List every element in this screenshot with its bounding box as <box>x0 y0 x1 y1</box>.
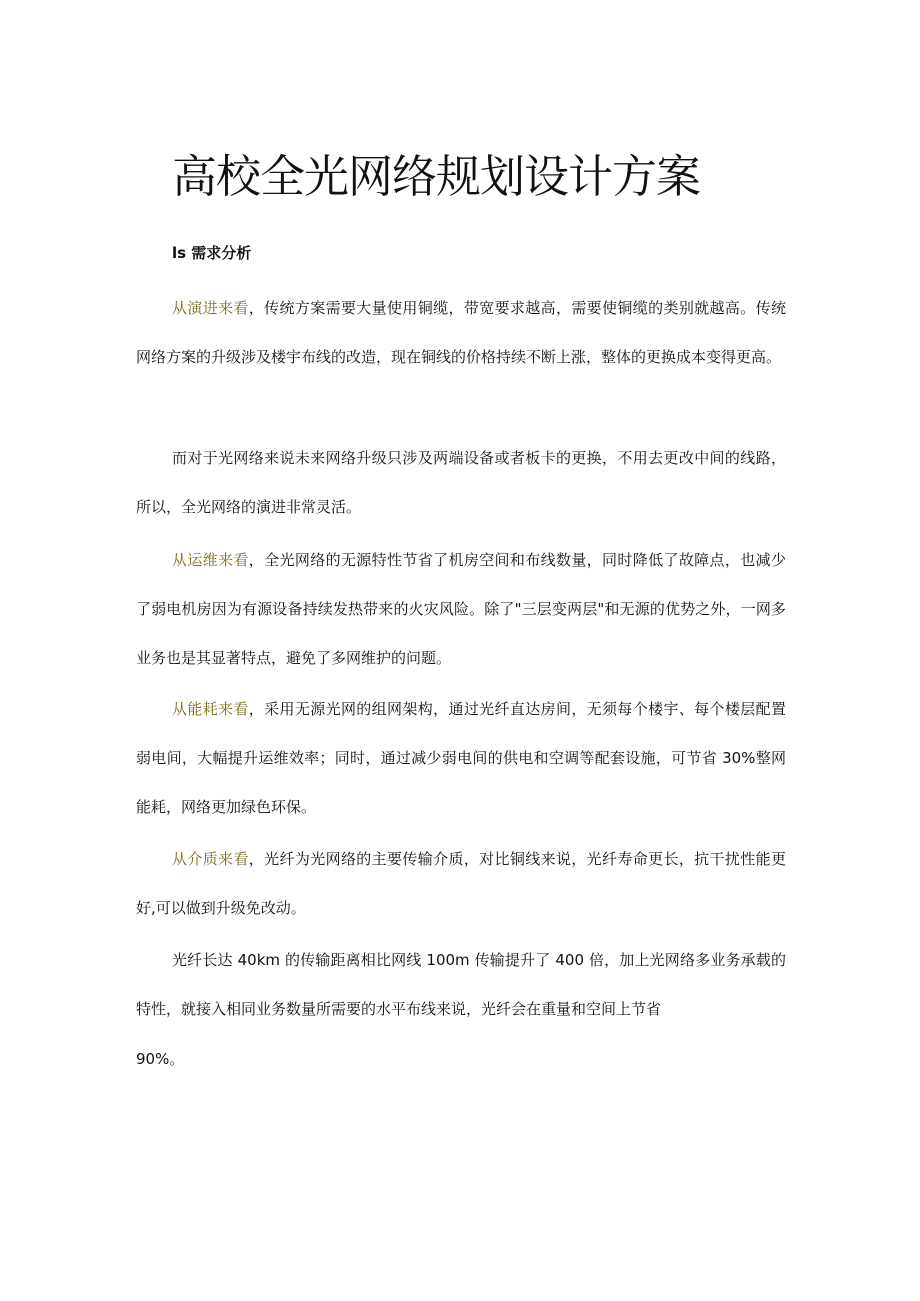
paragraph-text: ，传统方案需要大量使用铜缆，带宽要求越高，需要使铜缆的类别就越高。传统网络方案的升级涉及楼宇布线的改造，现在铜线的价格持续不断上涨，整体的更换成本变得更高。 <box>136 299 786 366</box>
paragraph-text: ，光纤为光网络的主要传输介质，对比铜线来说，光纤寿命更长，抗干扰性能更好,可以做到升级免改动。 <box>136 850 786 917</box>
paragraph-text: 90%。 <box>136 1050 185 1068</box>
paragraph-text: ，采用无源光网的组网架构，通过光纤直达房间，无须每个楼宇、每个楼层配置弱电间，大幅提升运维效率；同时，通过减少弱电间的供电和空调等配套设施，可节省 30%整网能耗，网络更加绿色环保。 <box>136 700 786 816</box>
paragraph-text: ，全光网络的无源特性节省了机房空间和布线数量，同时降低了故障点，也减少了弱电机房因为有源设备持续发热带来的火灾风险。除了"三层变两层"和无源的优势之外，一网多业务也是其显著特点，避免了多网维护的问题。 <box>136 551 786 667</box>
paragraph-lead: 从介质来看 <box>172 850 249 868</box>
paragraph-operations <box>136 536 786 683</box>
paragraph-fiber-distance <box>136 936 786 1034</box>
paragraph-lead: 从演进来看 <box>172 299 249 317</box>
paragraph-lead: 从运维来看 <box>172 551 249 569</box>
paragraph-optical-upgrade <box>136 434 786 532</box>
document-title: 高校全光网络规划设计方案 <box>172 150 701 203</box>
paragraph-lead: 从能耗来看 <box>172 700 249 718</box>
paragraph-energy <box>136 685 786 832</box>
paragraph-text: 而对于光网络来说未来网络升级只涉及两端设备或者板卡的更换，不用去更改中间的线路，所以，全光网络的演进非常灵活。 <box>136 449 786 516</box>
paragraph-text: 光纤长达 40km 的传输距离相比网线 100m 传输提升了 400 倍，加上光网络多业务承载的特性，就接入相同业务数量所需要的水平布线来说，光纤会在重量和空间上节省 <box>136 951 786 1018</box>
section-heading: ls 需求分析 <box>172 244 252 262</box>
paragraph-fiber-savings <box>136 1035 786 1084</box>
paragraph-evolution <box>136 284 786 382</box>
paragraph-medium <box>136 835 786 933</box>
